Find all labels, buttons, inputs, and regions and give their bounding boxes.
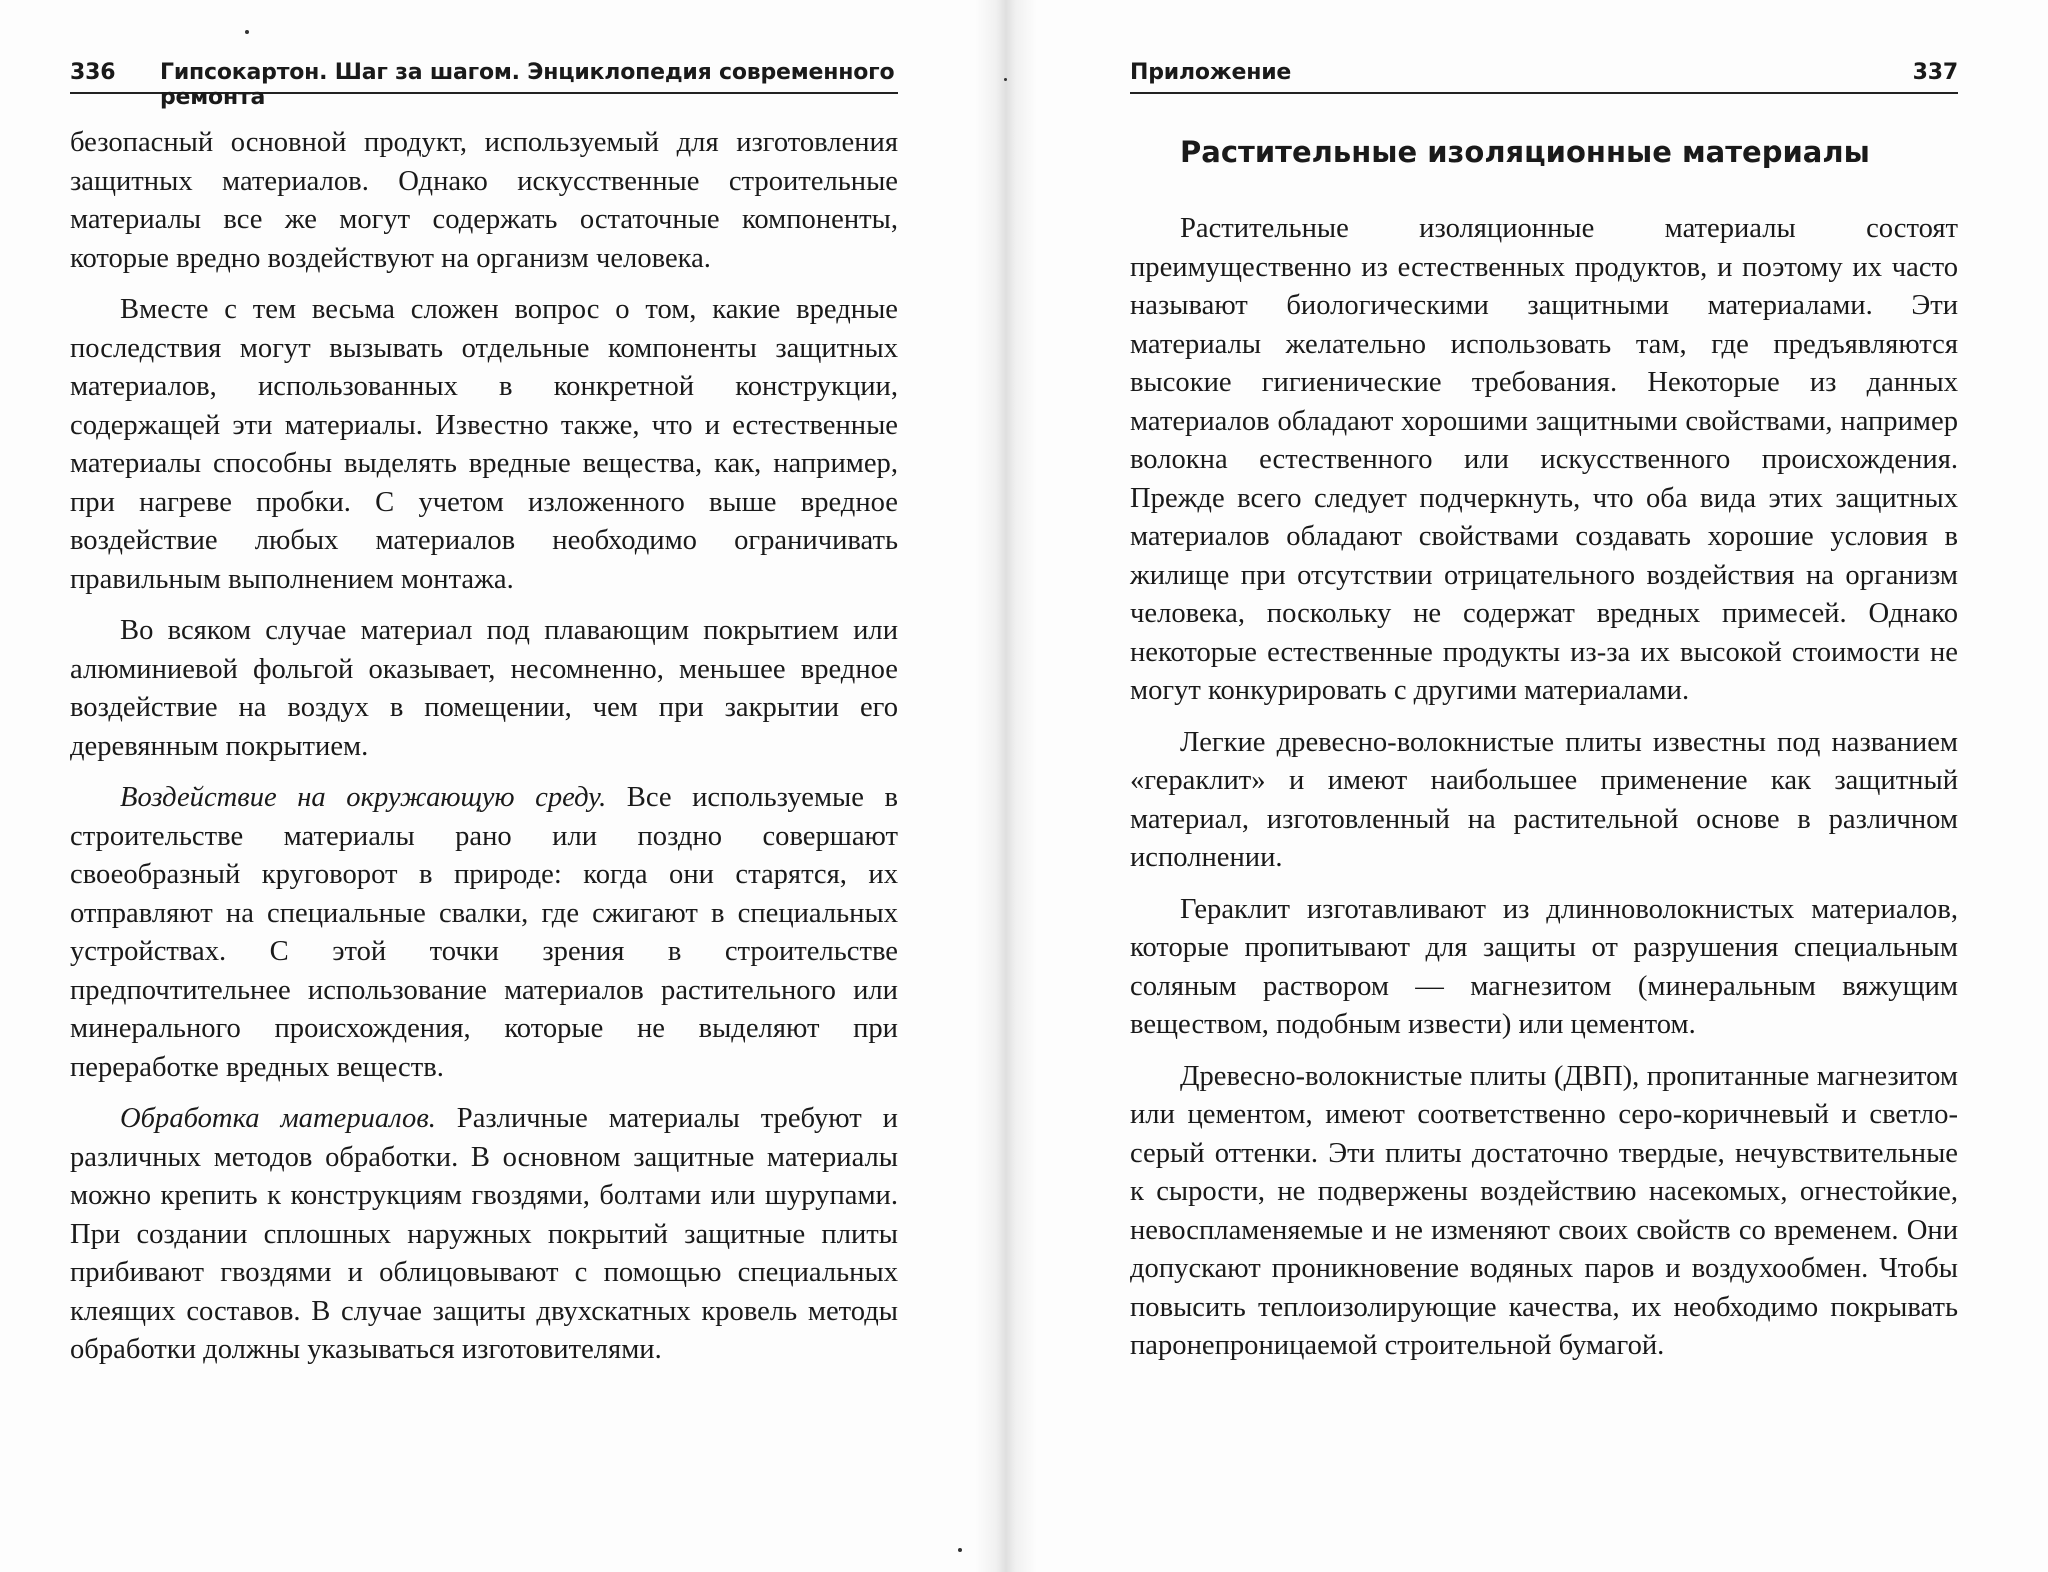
paragraph [70, 1100, 898, 1370]
paragraph [70, 612, 898, 766]
left-running-head [70, 58, 898, 110]
paragraph [70, 779, 898, 1087]
paragraph-text: Различные материалы требуют и различных методов обработки. В основном защитные материалы можно крепить к конструкциям гвоздями, болтами или шурупами. При создании сплошных наружных покрытий защитные плиты прибивают гвоздями и облицовывают с помощью специальных клеящих составов. В случае защиты двухскатных кровель методы обработки должны указываться изготовителями. [70, 1103, 898, 1365]
running-head-title: Гипсокартон. Шаг за шагом. Энциклопедия современного ремонта [160, 60, 895, 110]
paragraph-text: Гераклит изготавливают из длинноволокнистых материалов, которые пропитывают для защиты от разрушения специальным соляным раствором — магнезитом (минеральным вяжущим веществом, подобным извести) или цементом. [1130, 893, 1958, 1040]
page-number: 337 [1912, 60, 1958, 85]
book-gutter [975, 0, 1037, 1572]
paragraph-text: Легкие древесно-волокнистые плиты известны под названием «гераклит» и имеют наибольшее применение как защитный материал, изготовленный на растительной основе в различном исполнении. [1130, 726, 1958, 873]
paragraph [1130, 891, 1958, 1045]
paragraph [1130, 210, 1958, 711]
left-page-body [70, 124, 898, 1383]
right-running-head [1130, 58, 1958, 94]
running-head-title: Приложение [1130, 60, 1292, 85]
page-number: 336 [70, 60, 116, 85]
paragraph [70, 124, 898, 278]
right-page-body [1130, 128, 1958, 1379]
paragraph-lead: Воздействие на окружающую среду. [120, 782, 607, 813]
scan-speck [958, 1548, 962, 1552]
paragraph [1130, 1058, 1958, 1366]
paragraph-text: Древесно-волокнистые плиты (ДВП), пропитанные магнезитом или цементом, имеют соответственно серо-коричневый и светло-серый оттенки. Эти плиты достаточно твердые, нечувствительные к сырости, не подвержены воздействию насекомых, огнестойкие, невоспламеняемые и не изменяют своих свойств со временем. Они допускают проникновение водяных паров и воздухообмен. Чтобы повысить теплоизолирующие качества, их необходимо покрывать паронепроницаемой строительной бумагой. [1130, 1060, 1958, 1361]
left-page [70, 0, 898, 1572]
paragraph-text: Во всяком случае материал под плавающим покрытием или алюминиевой фольгой оказывает, несомненно, меньшее вредное воздействие на воздух в помещении, чем при закрытии его деревянным покрытием. [70, 615, 898, 762]
paragraph-lead: Обработка материалов. [120, 1103, 436, 1134]
section-heading: Растительные изоляционные материалы [1180, 135, 1870, 169]
right-page [1130, 0, 1958, 1572]
paragraph-text: Все используемые в строительстве материалы рано или поздно совершают своеобразный круговорот в природе: когда они старятся, их отправляют на специальные свалки, где сжигают в специальных устройствах. С этой точки зрения в строительстве предпочтительнее использование материалов растительного или минерального происхождения, которые не выделяют при переработке вредных веществ. [70, 782, 898, 1083]
paragraph [70, 291, 898, 599]
paragraph-text: Растительные изоляционные материалы состоят преимущественно из естественных продуктов, и поэтому их часто называют биологическими защитными материалами. Эти материалы желательно использовать там, где предъявляются высокие гигиенические требования. Некоторые из данных материалов обладают хорошими защитными свойствами, например волокна естественного или искусственного происхождения. Прежде всего следует подчеркнуть, что оба вида этих защитных материалов обладают свойствами создавать хорошие условия в жилище при отсутствии отрицательного воздействия на организм человека, поскольку не содержат вредных примесей. Однако некоторые естественные продукты из-за их высокой стоимости не могут конкурировать с другими материалами. [1130, 213, 1958, 706]
paragraph-text: безопасный основной продукт, используемый для изготовления защитных материалов. Однако искусственные строительные материалы все же могут содержать остаточные компоненты, которые вредно воздействуют на организм человека. [70, 127, 898, 274]
paragraph-text: Вместе с тем весьма сложен вопрос о том, какие вредные последствия могут вызывать отдельные компоненты защитных материалов, использованных в конкретной конструкции, содержащей эти материалы. Известно также, что и естественные материалы способны выделять вредные вещества, как, например, при нагреве пробки. С учетом изложенного выше вредное воздействие любых материалов необходимо ограничивать правильным выполнением монтажа. [70, 294, 898, 595]
paragraph [1130, 724, 1958, 878]
scan-speck [1004, 78, 1007, 81]
